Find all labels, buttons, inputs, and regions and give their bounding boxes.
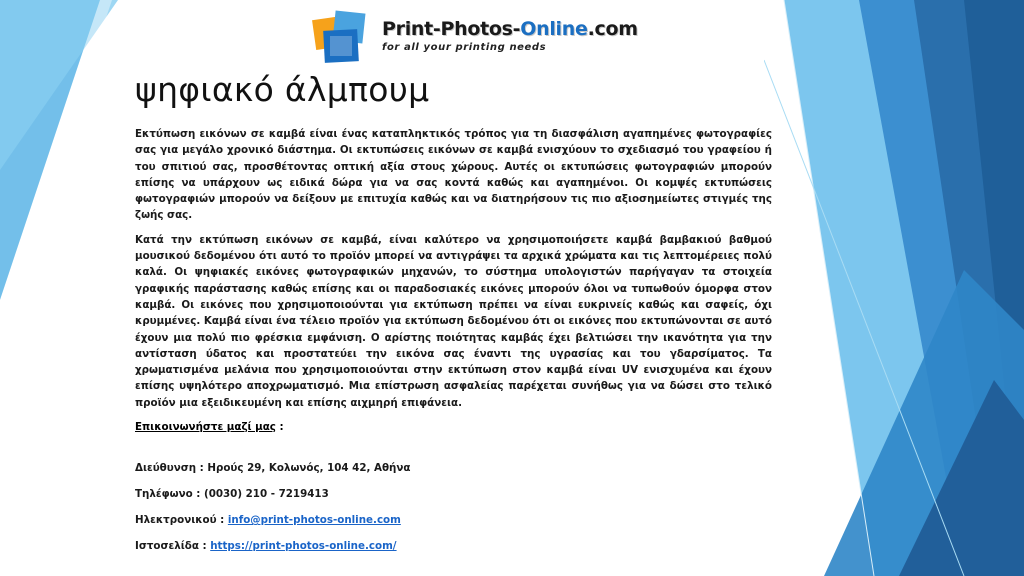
- contact-heading: [135, 419, 772, 435]
- left-decoration: [0, 0, 140, 576]
- address-label: Διεύθυνση :: [135, 462, 208, 474]
- website-line: [135, 538, 397, 554]
- website-link[interactable]: https://print-photos-online.com/: [210, 540, 397, 552]
- paragraph-2: Κατά την εκτύπωση εικόνων σε καμβά, είναι καλύτερο να χρησιμοποιήσετε καμβά βαμβακιού βαθμού μουσικού δεδομένου ότι αυτό το προϊόν μπορεί να αντιγράψει τα αρχικά χρώματα και τις λεπτομέρειες πολύ καλά. Οι ψηφιακές εικόνες φωτογραφικών μηχανών, το σύστημα υπολογιστών παρήγαγαν τα στοιχεία γραφικής παράστασης καθώς επίσης και οι παραδοσιακές εικόνες μπορούν όλοι να τυπωθούν όμορφα στον καμβά. Οι εικόνες που χρησιμοποιούνται για εκτύπωση πρέπει να είναι ευκρινείς καθώς και σαφείς, όχι κρυμμένες. Καμβά είναι ένα τέλειο προϊόν για εκτύπωση δεδομένου ότι οι εικόνες που εκτυπώνονται σε αυτό έχουν μια πολύ πιο φρέσκια εμφάνιση. Ο αρίστης ποιότητας καμβάς έχει βελτιώσει την ικανότητα για την αντίσταση ύδατος και προστατεύει την εικόνα σας έναντι της υγρασίας και του γδαρσίματος. Τα χρωματισμένα μελάνια που χρησιμοποιούνται στην εκτύπωση στον καμβά είναι UV ενισχυμένα και έχουν επίσης υψηλότερο αποχρωματισμό. Μια επίστρωση ασφαλείας παρέχεται συνήθως για να δώσει στο τελικό προϊόν μια εξειδικευμένη και επίσης αιχμηρή επιφάνεια.: [135, 233, 772, 409]
- logo-photos-icon: [310, 10, 380, 66]
- logo-title-part1: Print-Photos-: [382, 18, 521, 40]
- email-label: Ηλεκτρονικού :: [135, 514, 228, 526]
- logo-tagline: for all your printing needs: [382, 42, 547, 53]
- logo-title-part2: Online: [520, 18, 588, 40]
- main-content: [135, 126, 772, 435]
- website-label: Ιστοσελίδα :: [135, 540, 211, 552]
- logo-title-part3: .com: [587, 18, 638, 40]
- email-line: [135, 512, 401, 528]
- phone-line: [135, 486, 329, 502]
- contact-heading-suffix: :: [275, 421, 284, 434]
- paragraph-1: Εκτύπωση εικόνων σε καμβά είναι ένας καταπληκτικός τρόπος για τη διασφάλιση αγαπημένες φωτογραφίες σας για μεγάλο χρονικό διάστημα. Οι εκτυπώσεις εικόνων σε καμβά ενισχύουν το σχεδιασμό του γραφείου ή του σπιτιού σας, προσθέτοντας οπτική αξία στους χώρους. Αυτές οι εκτυπώσεις φωτογραφιών μπορούν επίσης να υπάρχουν ως ειδικά δώρα για να σας κοντά καθώς και αγαπημένοι. Οι κομψές εκτυπώσεις φωτογραφιών μπορούν να δείξουν με επιτυχία καθώς και να διατηρήσουν τις πιο αξιοσημείωτες στιγμές της ζωής σας.: [135, 128, 772, 222]
- contact-heading-link[interactable]: Επικοινωνήστε μαζί μας: [135, 421, 276, 434]
- phone-label: Τηλέφωνο :: [135, 488, 204, 500]
- email-link[interactable]: info@print-photos-online.com: [227, 514, 401, 526]
- right-decoration: [764, 0, 1024, 576]
- site-logo[interactable]: [310, 10, 638, 66]
- phone-value: (0030) 210 - 7219413: [203, 488, 329, 500]
- address-line: [135, 460, 410, 476]
- logo-title: [382, 18, 638, 40]
- address-value: Ηρούς 29, Κολωνός, 104 42, Αθήνα: [207, 462, 411, 474]
- page-title: ψηφιακό άλμπουμ: [135, 70, 430, 109]
